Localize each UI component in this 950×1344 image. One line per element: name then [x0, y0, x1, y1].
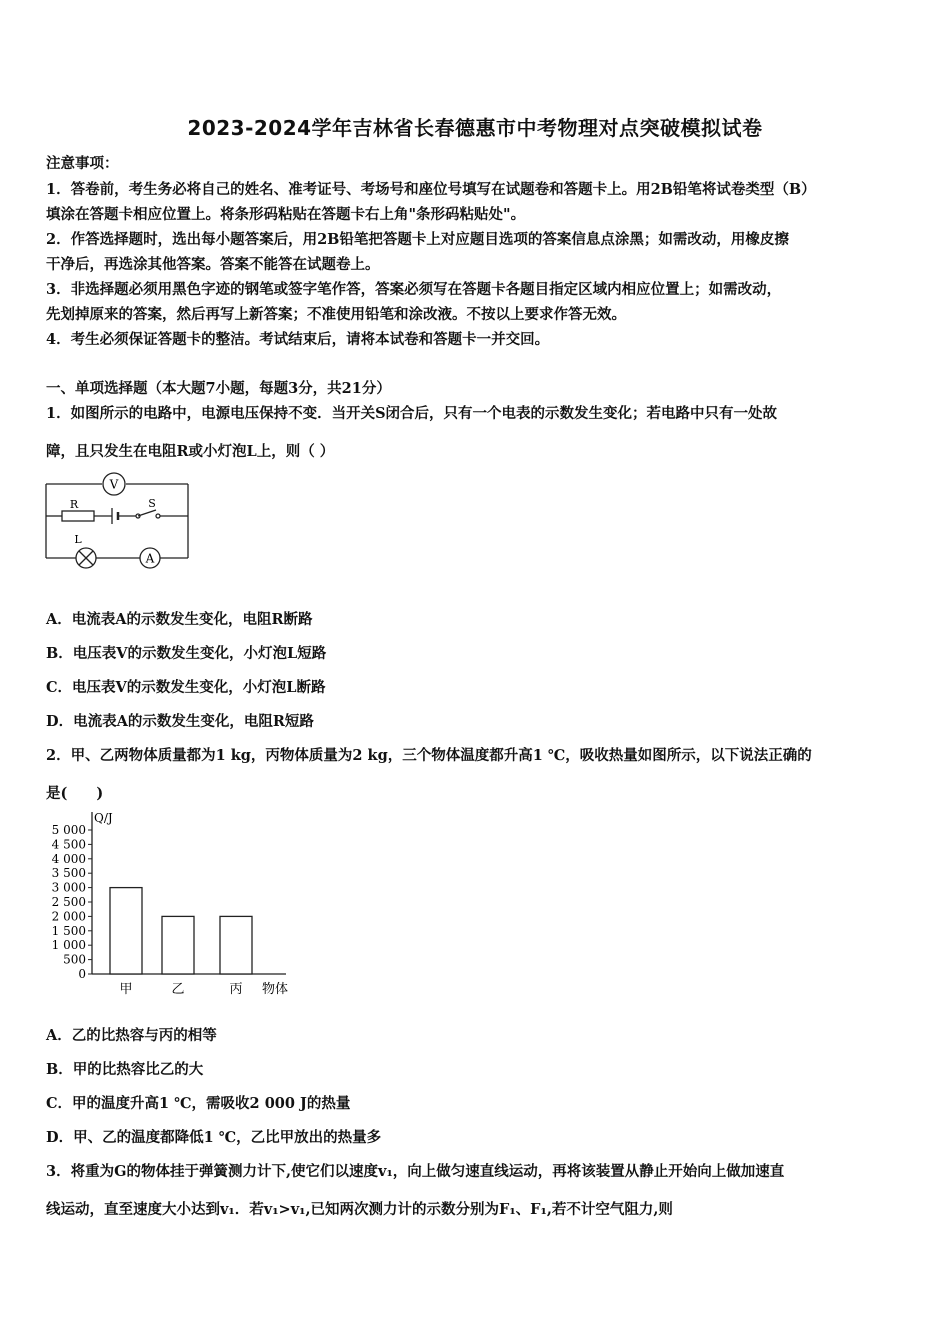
voltmeter-label: V: [109, 477, 119, 492]
question-1-option: B．电压表V的示数发生变化，小灯泡L短路: [46, 645, 327, 662]
notice-line: 2．作答选择题时，选出每小题答案后，用2B铅笔把答题卡上对应题目选项的答案信息点涂黑；如需改动，用橡皮擦: [46, 231, 789, 248]
notice-line: 3．非选择题必须用黑色字迹的钢笔或签字笔作答，答案必须写在答题卡各题目指定区域内相应位置上；如需改动，: [46, 281, 782, 298]
switch: [138, 510, 156, 516]
resistor: [62, 511, 94, 521]
question-2-option: B．甲的比热容比乙的大: [46, 1061, 204, 1078]
bar-3: [220, 916, 252, 974]
notice-line: 干净后，再选涂其他答案。答案不能答在试题卷上。: [46, 256, 380, 273]
notice-line: 填涂在答题卡相应位置上。将条形码粘贴在答题卡右上角"条形码粘贴处"。: [46, 206, 526, 223]
y-tick-label: 1 000: [51, 938, 86, 953]
y-tick-label: 4 000: [51, 851, 86, 866]
y-tick-label: 2 500: [51, 895, 86, 909]
category-label: 乙: [171, 982, 185, 997]
page-title: 2023-2024学年吉林省长春德惠市中考物理对点突破模拟试卷: [187, 116, 763, 140]
notice-heading: 注意事项：: [46, 155, 119, 172]
category-label: 甲: [119, 982, 133, 997]
y-axis-label: Q/J: [94, 811, 113, 825]
question-1-stem: 1．如图所示的电路中，电源电压保持不变．当开关S闭合后，只有一个电表的示数发生变化；若电路中只有一处故: [46, 405, 778, 422]
question-1-option: C．电压表V的示数发生变化，小灯泡L断路: [46, 679, 326, 696]
y-tick-label: 3 500: [51, 866, 86, 881]
switch-contact: [156, 514, 160, 518]
resistor-label: R: [69, 498, 79, 511]
question-1-option: D．电流表A的示数发生变化，电阻R短路: [46, 713, 314, 730]
lamp-label: L: [74, 533, 82, 546]
notice-line: 先划掉原来的答案，然后再写上新答案；不准使用铅笔和涂改液。不按以上要求作答无效。: [46, 306, 626, 323]
notice-line: 1．答卷前，考生务必将自己的姓名、准考证号、考场号和座位号填写在试题卷和答题卡上。用2B铅笔将试卷类型（B）: [46, 181, 816, 198]
question-3-stem: 3．将重为G的物体挂于弹簧测力计下,使它们以速度v₁，向上做匀速直线运动，再将该装置从静止开始向上做加速直: [46, 1163, 785, 1180]
circuit-diagram: [40, 470, 200, 575]
y-tick-label: 5 000: [51, 823, 86, 837]
y-tick-label: 2 000: [51, 909, 86, 924]
y-tick-label: 500: [63, 952, 86, 967]
bar-2: [162, 916, 194, 974]
question-3-stem: 线运动，直至速度大小达到v₁．若v₁>v₁,已知两次测力计的示数分别为F₁、F₁,若不计空气阻力,则: [46, 1201, 673, 1218]
switch-label: S: [148, 497, 156, 510]
y-tick-label: 3 000: [51, 880, 86, 895]
x-axis-label: 物体: [262, 982, 289, 997]
section-heading: 一、单项选择题（本大题7小题，每题3分，共21分）: [46, 380, 391, 397]
y-tick-label: 0: [78, 967, 86, 981]
question-2-stem: 2．甲、乙两物体质量都为1 kg，丙物体质量为2 kg，三个物体温度都升高1 ℃，吸收热量如图所示，以下说法正确的: [46, 747, 812, 764]
y-tick-label: 4 500: [51, 837, 86, 852]
bar-1: [110, 888, 142, 974]
ammeter-label: A: [145, 551, 155, 566]
question-2-option: C．甲的温度升高1 ℃，需吸收2 000 J的热量: [46, 1095, 351, 1112]
question-2-option: A．乙的比热容与丙的相等: [46, 1027, 217, 1044]
question-2-stem: 是( ): [46, 785, 104, 802]
question-2-option: D．甲、乙的温度都降低1 ℃，乙比甲放出的热量多: [46, 1129, 382, 1146]
category-label: 丙: [229, 982, 243, 997]
heat-bar-chart: [40, 808, 310, 1003]
y-tick-label: 1 500: [51, 923, 86, 938]
notice-line: 4．考生必须保证答题卡的整洁。考试结束后，请将本试卷和答题卡一并交回。: [46, 331, 550, 348]
question-1-stem: 障，且只发生在电阻R或小灯泡L上，则（ ）: [46, 443, 335, 460]
question-1-option: A．电流表A的示数发生变化，电阻R断路: [46, 611, 313, 628]
